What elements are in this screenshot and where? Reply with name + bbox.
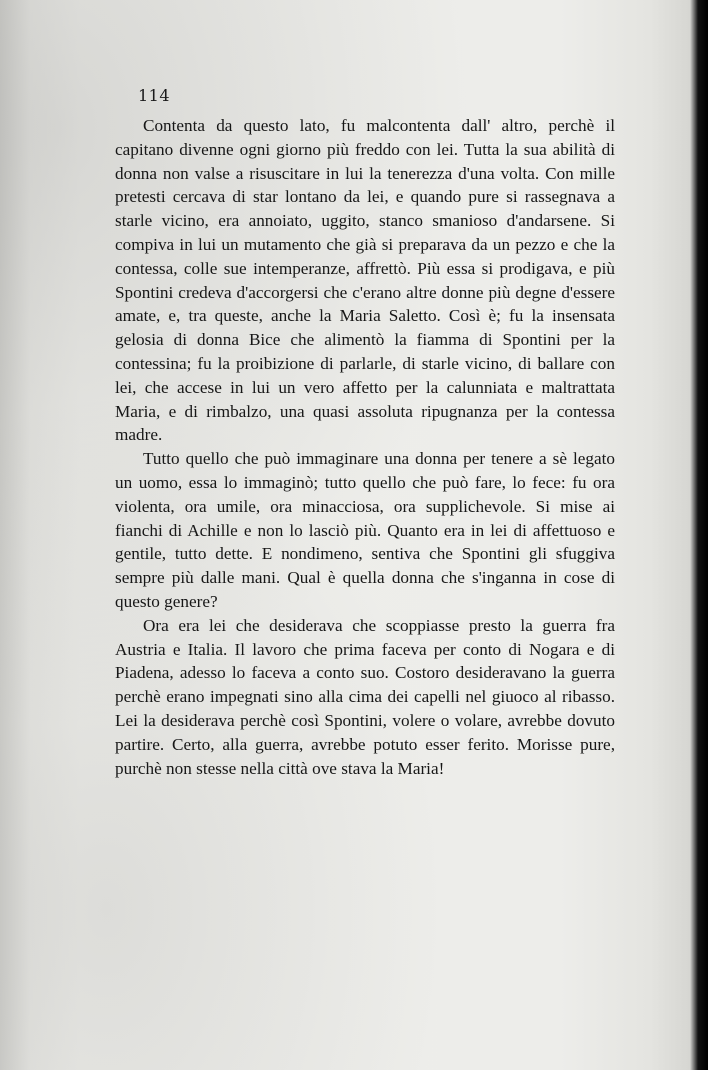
paragraph-3: Ora era lei che desiderava che scoppiasse presto la guerra fra Austria e Italia. Il lavoro che prima faceva per conto di Nogara e di Piadena, adesso lo faceva a conto suo. Costoro desideravano la guerra perchè erano impegnati sino alla cima dei capelli nel giuoco al ribasso. Lei la desiderava perchè così Spontini, volere o volare, avrebbe dovuto partire. Certo, alla guerra, avrebbe potuto esser ferito. Morisse pure, purchè non stesse nella città ove stava la Maria! <box>115 615 615 778</box>
paragraph-1: Contenta da questo lato, fu malcontenta dall' altro, perchè il capitano divenne ogni giorno più freddo con lei. Tutta la sua abilità di donna non valse a risuscitare in lui la tenerezza d'una volta. Con mille pretesti cercava di star lontano da lei, e quando pure si rassegnava a starle vicino, era annoiato, uggito, stanco smanioso d'andarsene. Si compiva in lui un mutamento che già si preparava da un pezzo e che la contessa, colle sue intemperanze, affrettò. Più essa si prodigava, e più Spontini credeva d'accorgersi che c'erano altre donne più degne d'essere amate, e, tra queste, anche la Maria Saletto. Così è; fu la insensata gelosia di donna Bice che alimentò la fiamma di Spontini per la contessina; fu la proibizione di parlarle, di starle vicino, di ballare con lei, che accese in lui un vero affetto per la calunniata e maltrattata Maria, e di rimbalzo, una quasi assoluta ripugnanza per la contessa madre. <box>115 116 615 445</box>
body-text <box>115 114 615 780</box>
paragraph-2: Tutto quello che può immaginare una donna per tenere a sè legato un uomo, essa lo immaginò; tutto quello che può fare, lo fece: fu ora violenta, ora umile, ora minacciosa, ora supplichevole. Si mise ai fianchi di Achille e non lo lasciò più. Quanto era in lei di affettuoso e gentile, tutto dette. E nondimeno, sentiva che Spontini gli sfuggiva sempre più dalle mani. Qual è quella donna che s'inganna in cose di questo genere? <box>115 449 615 611</box>
page-number: 114 <box>138 86 171 105</box>
